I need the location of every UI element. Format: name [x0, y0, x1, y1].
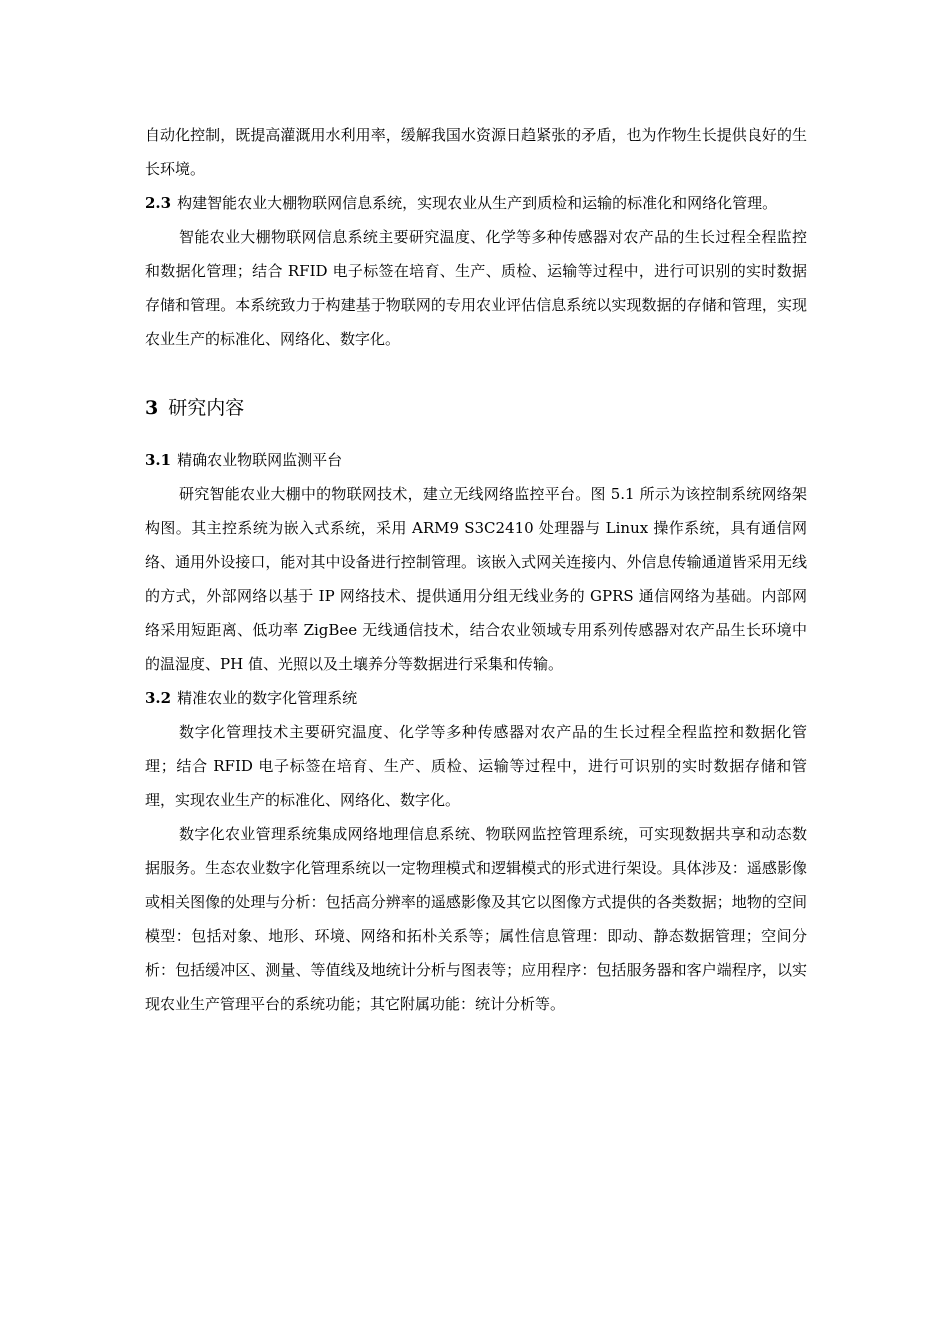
section-3-1-heading [145, 443, 807, 477]
section-3-title: 研究内容 [168, 397, 245, 419]
section-3-2-paragraph-2: 数字化农业管理系统集成网络地理信息系统、物联网监控管理系统，可实现数据共享和动态数据服务。生态农业数字化管理系统以一定物理模式和逻辑模式的形式进行架设。具体涉及：遥感影像或相关图像的处理与分析：包括高分辨率的遥感影像及其它以图像方式提供的各类数据；地物的空间模型：包括对象、地形、环境、网络和拓朴关系等；属性信息管理：即动、静态数据管理；空间分析：包括缓冲区、测量、等值线及地统计分析与图表等；应用程序：包括服务器和客户端程序，以实现农业生产管理平台的系统功能；其它附属功能：统计分析等。 [145, 825, 807, 1013]
section-3-2-heading [145, 681, 807, 715]
section-2-3-paragraph: 智能农业大棚物联网信息系统主要研究温度、化学等多种传感器对农产品的生长过程全程监控和数据化管理；结合 RFID 电子标签在培育、生产、质检、运输等过程中，进行可识别的实时数据存储和管理。本系统致力于构建基于物联网的专用农业评估信息系统以实现数据的存储和管理，实现农业生产的标准化、网络化、数字化。 [145, 228, 807, 348]
continuation-paragraph: 自动化控制，既提高灌溉用水利用率，缓解我国水资源日趋紧张的矛盾，也为作物生长提供良好的生长环境。 [145, 126, 807, 178]
section-3-2-paragraph-1: 数字化管理技术主要研究温度、化学等多种传感器对农产品的生长过程全程监控和数据化管理；结合 RFID 电子标签在培育、生产、质检、运输等过程中，进行可识别的实时数据存储和管理，实现农业生产的标准化、网络化、数字化。 [145, 723, 807, 809]
section-2-3-title: 构建智能农业大棚物联网信息系统，实现农业从生产到质检和运输的标准化和网络化管理。 [177, 194, 778, 212]
section-3-1-title: 精确农业物联网监测平台 [177, 451, 343, 469]
section-3-number: 3 [145, 397, 159, 419]
section-3-2-number: 3.2 [145, 689, 172, 707]
section-2-3-number: 2.3 [145, 194, 172, 212]
section-3-1-number: 3.1 [145, 451, 172, 469]
section-3-2-title: 精准农业的数字化管理系统 [177, 689, 358, 707]
section-3-heading [145, 356, 807, 443]
page-content [145, 118, 807, 1021]
section-2-3-heading [145, 186, 807, 220]
section-3-1-paragraph: 研究智能农业大棚中的物联网技术，建立无线网络监控平台。图 5.1 所示为该控制系统网络架构图。其主控系统为嵌入式系统，采用 ARM9 S3C2410 处理器与 Linux 操作系统，具有通信网络、通用外设接口，能对其中设备进行控制管理。该嵌入式网关连接内、外信息传输通道皆采用无线的方式，外部网络以基于 IP 网络技术、提供通用分组无线业务的 GPRS 通信网络为基础。内部网络采用短距离、低功率 ZigBee 无线通信技术，结合农业领域专用系列传感器对农产品生长环境中的温湿度、PH 值、光照以及土壤养分等数据进行采集和传输。 [145, 485, 807, 673]
